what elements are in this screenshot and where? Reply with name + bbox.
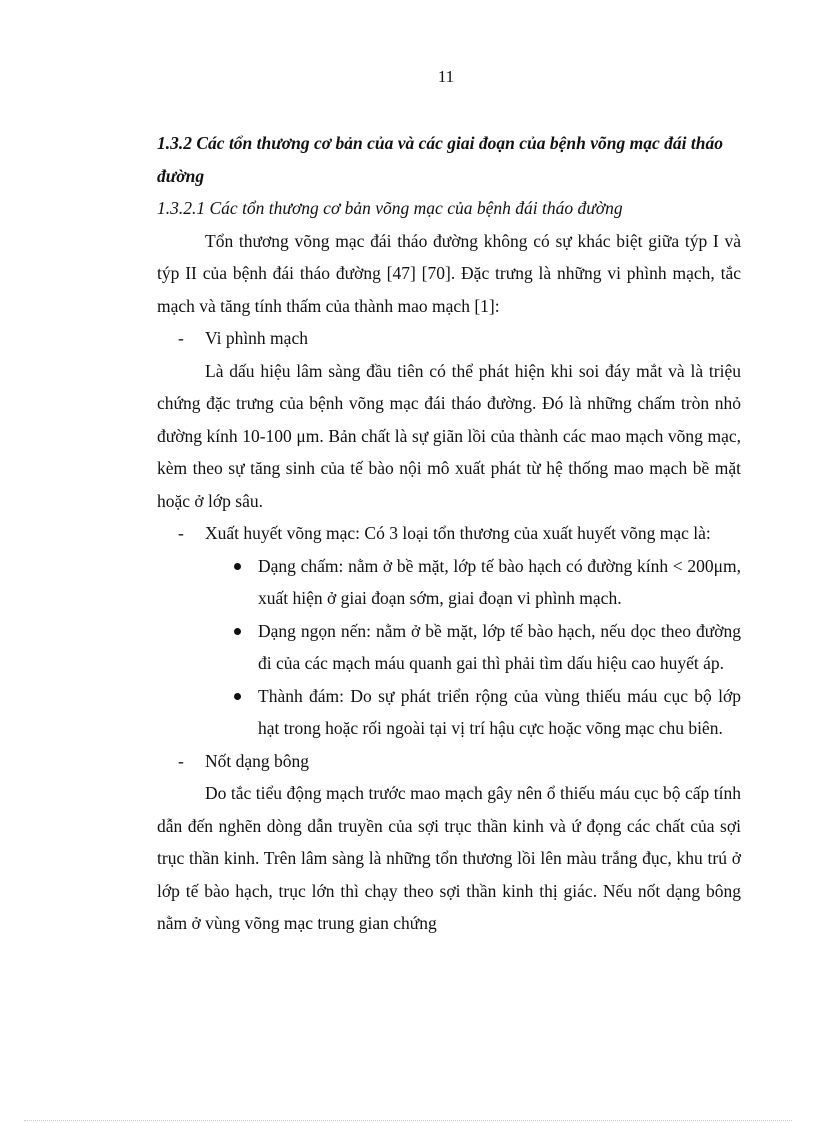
list-item-title: Vi phình mạch <box>205 328 308 348</box>
page-bottom-divider <box>24 1120 792 1121</box>
list-item <box>157 550 741 615</box>
dash-marker: - <box>178 750 184 771</box>
list-item <box>157 615 741 680</box>
subsection-heading: 1.3.2.1 Các tổn thương cơ bản võng mạc của bệnh đái tháo đường <box>157 198 623 218</box>
paragraph-intro: Tổn thương võng mạc đái tháo đường không có sự khác biệt giữa týp I và týp II của bệnh đái tháo đường [47] [70]. Đặc trưng là những vi phình mạch, tắc mạch và tăng tính thấm của thành mao mạch [1]: <box>157 230 741 316</box>
bullet-icon <box>234 693 241 700</box>
dash-marker: - <box>178 523 184 543</box>
dash-marker: - <box>178 328 184 348</box>
bullet-icon <box>234 628 241 635</box>
section-heading: 1.3.2 Các tổn thương cơ bản của và các giai đoạn của bệnh võng mạc đái tháo đường <box>157 133 723 186</box>
list-item-cotton-wool-spot <box>157 745 741 778</box>
bullet-icon <box>234 563 241 570</box>
paragraph-cotton-wool-spot: Do tắc tiểu động mạch trước mao mạch gây nên ổ thiếu máu cục bộ cấp tính dẫn đến nghẽn dòng dẫn truyền của sợi trục thần kinh và ứ đọng các chất của sợi trục thần kinh. Trên lâm sàng là những tổn thương lồi lên màu trắng đục, khu trú ở lớp tế bào hạch, trục lớn thì chạy theo sợi thần kinh thị giác. Nếu nốt dạng bông nằm ở vùng võng mạc trung gian chứng <box>157 783 741 933</box>
bullet-text: Dạng chấm: nằm ở bề mặt, lớp tế bào hạch có đường kính < 200μm, xuất hiện ở giai đoạn sớm, giai đoạn vi phình mạch. <box>258 555 741 608</box>
list-item-microaneurysm <box>157 322 741 355</box>
list-item-hemorrhage <box>157 517 741 550</box>
document-body <box>157 127 741 940</box>
hemorrhage-types-list <box>157 550 741 745</box>
list-item <box>157 680 741 745</box>
list-item-title: Xuất huyết võng mạc: Có 3 loại tổn thương của xuất huyết võng mạc là: <box>205 523 711 543</box>
page-number: 11 <box>437 67 455 86</box>
list-item-title: Nốt dạng bông <box>205 750 310 771</box>
bullet-text: Dạng ngọn nến: nằm ở bề mặt, lớp tế bào hạch, nếu dọc theo đường đi của các mạch máu quanh gai thì phải tìm dấu hiệu cao huyết áp. <box>258 620 741 673</box>
bullet-text: Thành đám: Do sự phát triển rộng của vùng thiếu máu cục bộ lớp hạt trong hoặc rối ngoài tại vị trí hậu cực hoặc võng mạc chu biên. <box>258 685 741 738</box>
paragraph-microaneurysm: Là dấu hiệu lâm sàng đầu tiên có thể phát hiện khi soi đáy mắt và là triệu chứng đặc trưng của bệnh võng mạc đái tháo đường. Đó là những chấm tròn nhỏ đường kính 10-100 μm. Bản chất là sự giãn lồi của thành các mao mạch võng mạc, kèm theo sự tăng sinh của tế bào nội mô xuất phát từ hệ thống mao mạch bề mặt hoặc ở lớp sâu. <box>157 360 741 511</box>
